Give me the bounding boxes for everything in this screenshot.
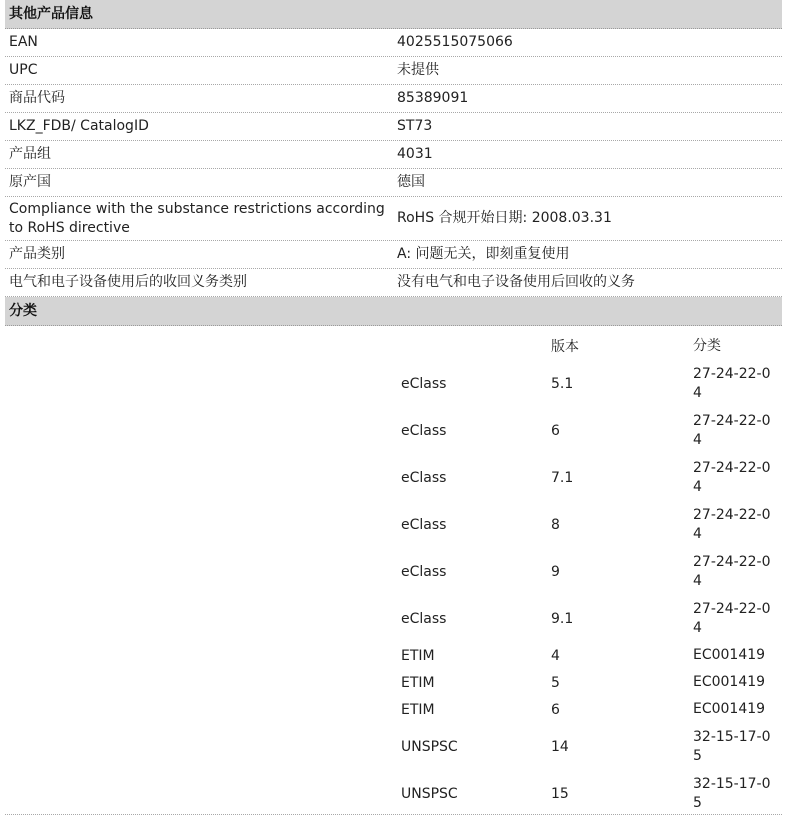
classification-version: 9.1	[551, 610, 574, 627]
classification-code: EC001419	[693, 647, 766, 663]
classification-code: 27-24-22-04	[693, 506, 771, 542]
info-label: 产品组	[9, 146, 51, 162]
classification-version: 14	[551, 738, 569, 755]
info-value: 4031	[397, 146, 433, 162]
product-info-panel	[5, 0, 782, 815]
info-row-product-group	[5, 141, 782, 169]
info-label: 电气和电子设备使用后的收回义务类别	[9, 274, 247, 290]
info-value: 4025515075066	[397, 34, 513, 50]
classification-version: 5.1	[551, 375, 574, 392]
info-value: 德国	[397, 174, 425, 190]
info-row-country-of-origin	[5, 169, 782, 197]
info-value: 没有电气和电子设备使用后回收的义务	[397, 274, 635, 290]
classification-heading: 分类	[5, 297, 782, 326]
classification-code: 27-24-22-04	[693, 600, 771, 636]
classification-system: ETIM	[401, 701, 435, 718]
classification-table	[397, 332, 782, 817]
classification-code: 27-24-22-04	[693, 459, 771, 495]
classification-system: UNSPSC	[401, 738, 458, 755]
classification-system: eClass	[401, 563, 447, 580]
classification-code: 32-15-17-05	[693, 775, 771, 811]
info-label: LKZ_FDB/ CatalogID	[9, 118, 149, 134]
classification-row	[397, 454, 782, 501]
classification-code: 27-24-22-04	[693, 365, 771, 401]
classification-section	[5, 326, 782, 815]
column-header-code: 分类	[693, 337, 721, 354]
classification-row	[397, 696, 782, 723]
classification-system: eClass	[401, 516, 447, 533]
classification-row	[397, 360, 782, 407]
info-row-upc	[5, 57, 782, 85]
info-label: 产品类别	[9, 246, 65, 262]
info-row-ean	[5, 29, 782, 57]
classification-row	[397, 669, 782, 696]
info-label: 商品代码	[9, 90, 65, 106]
info-value: 85389091	[397, 90, 469, 106]
info-row-rohs	[5, 197, 782, 241]
info-value: 未提供	[397, 62, 439, 78]
classification-version: 9	[551, 563, 560, 580]
classification-version: 7.1	[551, 469, 574, 486]
classification-row	[397, 548, 782, 595]
classification-code: EC001419	[693, 674, 766, 690]
classification-system: eClass	[401, 422, 447, 439]
classification-row	[397, 407, 782, 454]
info-label: 原产国	[9, 174, 51, 190]
classification-row	[397, 642, 782, 669]
info-value: ST73	[397, 118, 433, 134]
info-value: A: 问题无关，即刻重复使用	[397, 246, 570, 262]
classification-version: 15	[551, 785, 569, 802]
classification-system: ETIM	[401, 647, 435, 664]
info-label: Compliance with the substance restrictions according to RoHS directive	[9, 200, 385, 236]
classification-version: 4	[551, 647, 560, 664]
classification-row	[397, 723, 782, 770]
classification-version: 5	[551, 674, 560, 691]
classification-code: 32-15-17-05	[693, 728, 771, 764]
info-label: EAN	[9, 34, 38, 50]
classification-row	[397, 595, 782, 642]
classification-code: EC001419	[693, 701, 766, 717]
classification-system: eClass	[401, 610, 447, 627]
info-label: UPC	[9, 62, 38, 78]
classification-row	[397, 770, 782, 817]
other-info-heading: 其他产品信息	[5, 0, 782, 29]
classification-system: ETIM	[401, 674, 435, 691]
classification-header-row	[397, 332, 782, 360]
classification-system: eClass	[401, 375, 447, 392]
column-header-version: 版本	[551, 339, 579, 355]
classification-system: eClass	[401, 469, 447, 486]
info-row-product-category	[5, 241, 782, 269]
info-row-commodity-code	[5, 85, 782, 113]
classification-version: 6	[551, 701, 560, 718]
classification-system: UNSPSC	[401, 785, 458, 802]
classification-version: 8	[551, 516, 560, 533]
info-row-weee-category	[5, 269, 782, 297]
classification-version: 6	[551, 422, 560, 439]
classification-code: 27-24-22-04	[693, 412, 771, 448]
classification-code: 27-24-22-04	[693, 553, 771, 589]
classification-row	[397, 501, 782, 548]
info-row-catalog-id	[5, 113, 782, 141]
info-value: RoHS 合规开始日期: 2008.03.31	[397, 210, 612, 226]
